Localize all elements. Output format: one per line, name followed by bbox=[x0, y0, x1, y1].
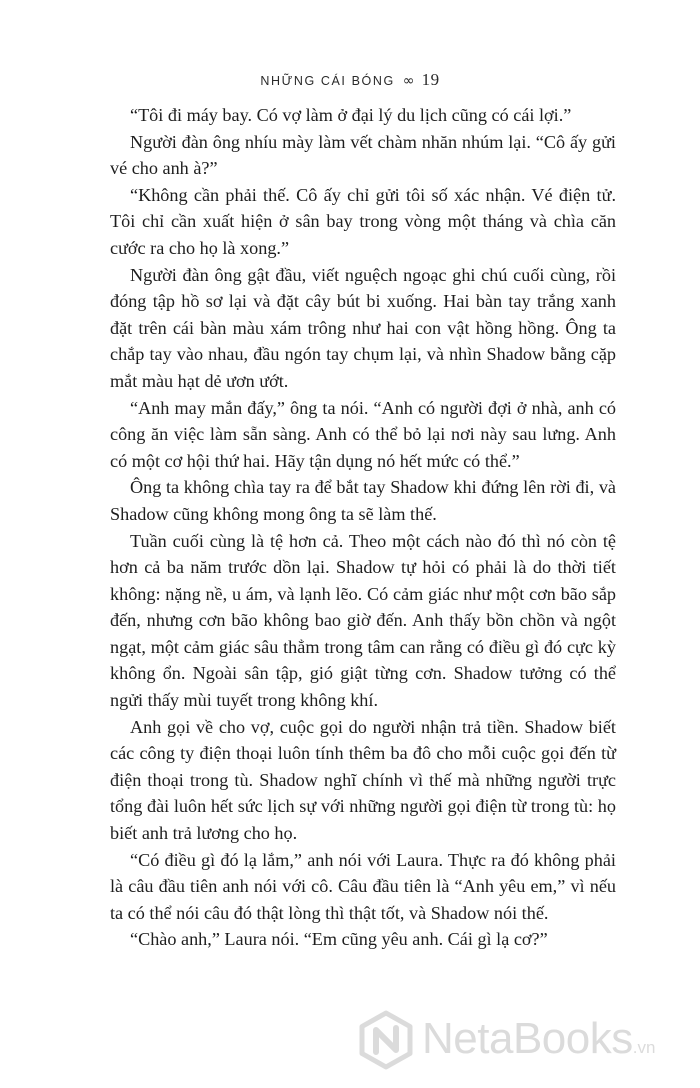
paragraph: Ông ta không chìa tay ra để bắt tay Shadow khi đứng lên rời đi, và Shadow cũng không mong ông ta sẽ làm thế. bbox=[110, 477, 616, 524]
paragraph: “Không cần phải thế. Cô ấy chỉ gửi tôi số xác nhận. Vé điện tử. Tôi chỉ cần xuất hiện ở sân bay trong vòng một tháng và chìa căn cước ra cho họ là xong.” bbox=[110, 184, 616, 258]
page-number: 19 bbox=[421, 70, 440, 89]
paragraph: “Anh may mắn đấy,” ông ta nói. “Anh có người đợi ở nhà, anh có công ăn việc làm sẵn sàng. Anh có thể bỏ lại nơi này sau lưng. Anh có một cơ hội thứ hai. Hãy tận dụng nó hết mức có thể.” bbox=[110, 397, 616, 471]
chapter-title: NHỮNG CÁI BÓNG bbox=[260, 74, 395, 88]
paragraph: Anh gọi về cho vợ, cuộc gọi do người nhận trả tiền. Shadow biết các công ty điện thoại luôn tính thêm ba đô cho mỗi cuộc gọi đến từ điện thoại trong tù. Shadow nghĩ chính vì thế mà những người trực tổng đài luôn hết sức lịch sự với những người gọi điện từ trong tù: họ biết anh trả lương cho họ. bbox=[110, 716, 616, 844]
watermark-brand-name: NetaBooks bbox=[422, 1014, 633, 1063]
infinity-symbol: ∞ bbox=[402, 73, 416, 89]
paragraph: “Có điều gì đó lạ lắm,” anh nói với Laura. Thực ra đó không phải là câu đầu tiên anh nói với cô. Câu đầu tiên là “Anh yêu em,” vì nếu ta có thể nói câu đó thật lòng thì thật tốt, và Shadow nói thế. bbox=[110, 849, 616, 923]
watermark bbox=[356, 1006, 686, 1076]
watermark-domain: .vn bbox=[632, 1038, 656, 1057]
watermark-brand bbox=[422, 1014, 655, 1064]
paragraph: Người đàn ông nhíu mày làm vết chàm nhăn nhúm lại. “Cô ấy gửi vé cho anh à?” bbox=[110, 131, 616, 179]
netabooks-logo-icon bbox=[356, 1010, 416, 1070]
paragraph: “Tôi đi máy bay. Có vợ làm ở đại lý du lịch cũng có cái lợi.” bbox=[130, 105, 572, 125]
body-text bbox=[110, 102, 616, 953]
running-head bbox=[0, 70, 700, 90]
paragraph: Người đàn ông gật đầu, viết nguệch ngoạc ghi chú cuối cùng, rồi đóng tập hồ sơ lại và đặt cây bút bi xuống. Hai bàn tay trắng xanh đặt trên cái bàn màu xám trông như hai con vật hồng hồng. Ông ta chắp tay vào nhau, đầu ngón tay chụm lại, và nhìn Shadow bằng cặp mắt màu hạt dẻ ươn ướt. bbox=[110, 264, 616, 391]
paragraph: “Chào anh,” Laura nói. “Em cũng yêu anh. Cái gì lạ cơ?” bbox=[130, 929, 548, 950]
paragraph: Tuần cuối cùng là tệ hơn cả. Theo một cách nào đó thì nó còn tệ hơn cả ba năm trước dồn lại. Shadow tự hỏi có phải là do thời tiết không: nặng nề, u ám, và lạnh lẽo. Có cảm giác như một cơn bão sắp đến, nhưng cơn bão không bao giờ đến. Anh thấy bồn chồn và ngột ngạt, một cảm giác sâu thẳm trong tâm can rằng có điều gì đó cực kỳ không ổn. Ngoài sân tập, gió giật từng cơn. Shadow tưởng có thể ngửi thấy mùi tuyết trong không khí. bbox=[110, 530, 616, 711]
